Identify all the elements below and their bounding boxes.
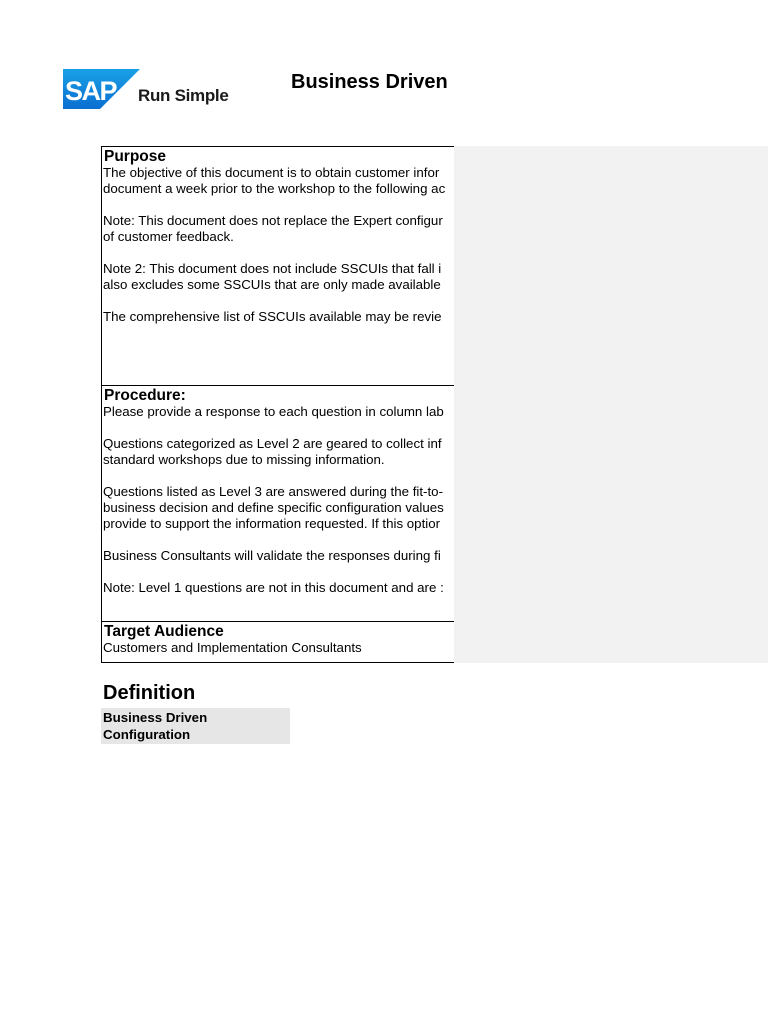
procedure-line: standard workshops due to missing information. <box>103 452 385 467</box>
procedure-line: Questions categorized as Level 2 are geared to collect inf <box>103 436 442 451</box>
definition-heading: Definition <box>103 682 196 704</box>
purpose-line: Note 2: This document does not include SSCUIs that fall i <box>103 261 442 276</box>
sap-logo <box>63 69 140 109</box>
page-title: Business Driven <box>291 71 448 93</box>
definition-term-cell <box>101 708 290 744</box>
section-divider <box>102 621 454 622</box>
procedure-heading: Procedure: <box>104 387 186 404</box>
purpose-line: document a week prior to the workshop to the following ac <box>103 181 446 196</box>
grey-panel <box>454 146 768 663</box>
purpose-heading: Purpose <box>104 148 167 165</box>
audience-section <box>102 623 454 656</box>
definition-term-line: Configuration <box>103 727 191 742</box>
purpose-line: Note: This document does not replace the Expert configur <box>103 213 443 228</box>
definition-term-line: Business Driven <box>103 710 208 725</box>
purpose-line: also excludes some SSCUIs that are only made available <box>103 277 441 292</box>
purpose-line: The objective of this document is to obtain customer infor <box>103 165 440 180</box>
purpose-line: of customer feedback. <box>103 229 234 244</box>
audience-heading: Target Audience <box>104 623 224 640</box>
procedure-line: Questions listed as Level 3 are answered during the fit-to- <box>103 484 443 499</box>
procedure-line: Business Consultants will validate the responses during fi <box>103 548 441 563</box>
info-table <box>101 146 454 663</box>
purpose-line: The comprehensive list of SSCUIs available may be revie <box>103 309 442 324</box>
logo-text: SAP <box>65 76 117 106</box>
procedure-line: Note: Level 1 questions are not in this document and are : <box>103 580 444 595</box>
procedure-line: business decision and define specific configuration values <box>103 500 444 515</box>
section-divider <box>102 385 454 386</box>
procedure-line: Please provide a response to each question in column lab <box>103 404 444 419</box>
purpose-section <box>102 148 454 325</box>
procedure-line: provide to support the information requested. If this optior <box>103 516 441 531</box>
procedure-section <box>102 387 454 596</box>
audience-line: Customers and Implementation Consultants <box>103 640 362 655</box>
tagline: Run Simple <box>138 86 229 105</box>
